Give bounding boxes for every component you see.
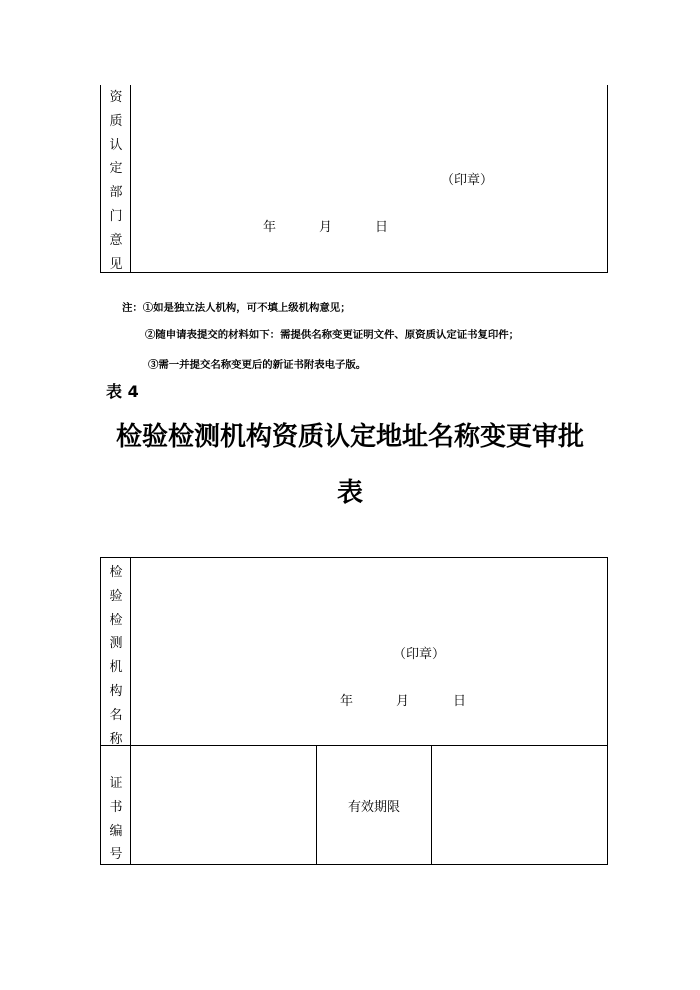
certificate-number-value-cell xyxy=(131,746,317,865)
table-number: 表 4 xyxy=(106,382,139,401)
org-name-value-cell xyxy=(131,557,608,746)
seal-placeholder: （印章） xyxy=(393,647,446,662)
date-day: 日 xyxy=(453,694,467,709)
validity-label-cell xyxy=(317,746,432,865)
org-name-label-cell xyxy=(100,557,131,746)
validity-label: 有效期限 xyxy=(347,800,400,815)
org-name-label: 检验检测机构名称 xyxy=(109,565,123,747)
approval-opinion-cell xyxy=(131,85,608,273)
note-3: ③需一并提交名称变更后的新证书附表电子版。 xyxy=(148,359,367,371)
approval-label-cell xyxy=(100,85,131,273)
certificate-label: 证书编号 xyxy=(109,776,123,863)
certificate-label-cell xyxy=(100,746,131,865)
date-month: 月 xyxy=(319,220,333,235)
note-2: ②随申请表提交的材料如下：需提供名称变更证明文件、原资质认定证书复印件； xyxy=(145,329,520,341)
form-title-line-2: 表 xyxy=(336,478,363,508)
approval-label: 资质认定部门意见 xyxy=(109,90,123,272)
note-1: 注：①如是独立法人机构，可不填上级机构意见； xyxy=(122,302,351,314)
validity-value-cell xyxy=(432,746,608,865)
form-title-line-1: 检验检测机构资质认定地址名称变更审批 xyxy=(115,422,584,452)
date-month: 月 xyxy=(396,694,410,709)
seal-placeholder: （印章） xyxy=(441,173,494,188)
date-year: 年 xyxy=(263,220,277,235)
date-day: 日 xyxy=(375,220,389,235)
date-year: 年 xyxy=(340,694,354,709)
